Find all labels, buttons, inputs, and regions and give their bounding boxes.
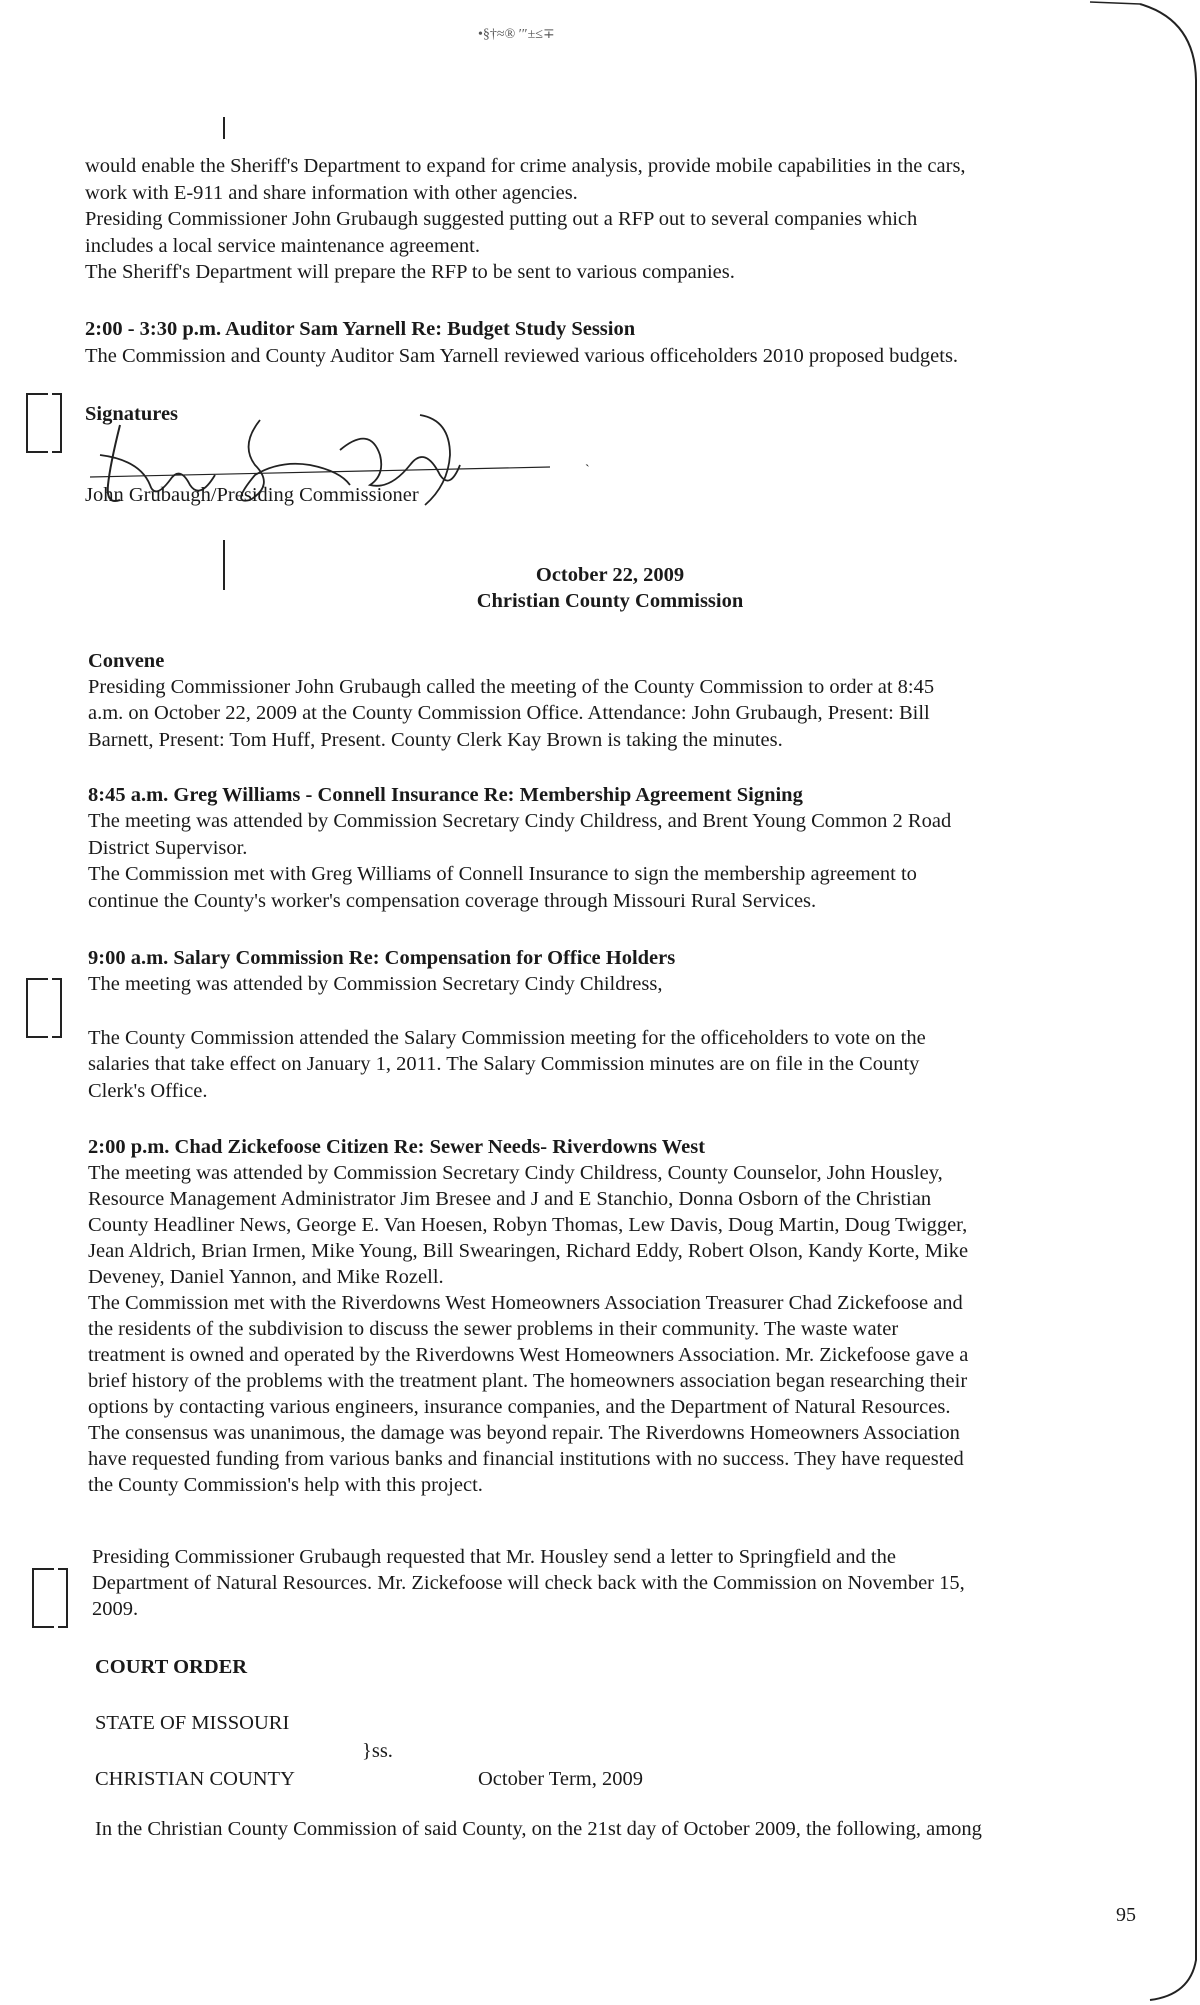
chad-heading: 2:00 p.m. Chad Zickefoose Citizen Re: Sewer Needs- Riverdowns West (88, 1136, 706, 1158)
intro-line: work with E-911 and share information with other agencies. (85, 182, 578, 204)
greg-line: District Supervisor. (88, 837, 248, 859)
salary-line: salaries that take effect on January 1, 2011. The Salary Commission minutes are on file in the County (88, 1053, 920, 1075)
intro-line: would enable the Sheriff's Department to expand for crime analysis, provide mobile capabilities in the cars, (85, 155, 966, 177)
greg-line: The meeting was attended by Commission Secretary Cindy Childress, and Brent Young Common 2 Road (88, 810, 952, 832)
court-order-state: STATE OF MISSOURI (95, 1712, 290, 1734)
greg-line: The Commission met with Greg Williams of Connell Insurance to sign the membership agreement to (88, 863, 917, 885)
convene-line: Presiding Commissioner John Grubaugh called the meeting of the County Commission to order at 8:45 (88, 676, 935, 698)
signature-mark: ` (585, 463, 590, 478)
signatures-heading: Signatures (85, 403, 179, 425)
chad-line: Resource Management Administrator Jim Bresee and J and E Stanchio, Donna Osborn of the Christian (88, 1188, 932, 1210)
convene-line: Barnett, Present: Tom Huff, Present. County Clerk Kay Brown is taking the minutes. (88, 729, 783, 751)
signature-line: John Grubaugh/Presiding Commissioner (85, 484, 419, 506)
chad-line: The Commission met with the Riverdowns West Homeowners Association Treasurer Chad Zickefoose and (88, 1292, 963, 1314)
chad-line: The meeting was attended by Commission Secretary Cindy Childress, County Counselor, John Housley, (88, 1162, 943, 1184)
margin-tick (223, 117, 225, 139)
court-order-last-line: In the Christian County Commission of said County, on the 21st day of October 2009, the following, among (95, 1818, 982, 1840)
margin-bracket (26, 393, 48, 453)
chad-line: have requested funding from various banks and financial institutions with no success. They have requested (88, 1448, 964, 1470)
greg-heading: 8:45 a.m. Greg Williams - Connell Insurance Re: Membership Agreement Signing (88, 784, 803, 806)
chad-followup-line: Department of Natural Resources. Mr. Zickefoose will check back with the Commission on November 15, (92, 1572, 965, 1594)
salary-line: Clerk's Office. (88, 1080, 208, 1102)
auditor-text: The Commission and County Auditor Sam Yarnell reviewed various officeholders 2010 proposed budgets. (85, 345, 959, 367)
salary-line: The meeting was attended by Commission Secretary Cindy Childress, (88, 973, 663, 995)
intro-line: Presiding Commissioner John Grubaugh suggested putting out a RFP out to several companies which (85, 208, 918, 230)
header-scribble: •§†≈® ′″±≤∓ (478, 27, 555, 42)
margin-tick (223, 540, 225, 590)
intro-line: includes a local service maintenance agreement. (85, 235, 480, 257)
court-order-county: CHRISTIAN COUNTY (95, 1768, 295, 1790)
chad-line: options by contacting various engineers, insurance companies, and the Department of Natural Resources. (88, 1396, 951, 1418)
greg-line: continue the County's worker's compensation coverage through Missouri Rural Services. (88, 890, 817, 912)
section-heading-auditor: 2:00 - 3:30 p.m. Auditor Sam Yarnell Re: Budget Study Session (85, 318, 636, 340)
page-number: 95 (1116, 1904, 1136, 1926)
chad-line: Jean Aldrich, Brian Irmen, Mike Young, Bill Swearingen, Richard Eddy, Robert Olson, Kandy Korte, Mike (88, 1240, 969, 1262)
chad-line: Deveney, Daniel Yannon, and Mike Rozell. (88, 1266, 444, 1288)
commission-heading: Christian County Commission (476, 590, 744, 612)
chad-line: brief history of the problems with the treatment plant. The homeowners association began researching their (88, 1370, 968, 1392)
chad-followup-line: 2009. (92, 1598, 139, 1620)
salary-line: The County Commission attended the Salary Commission meeting for the officeholders to vote on the (88, 1027, 926, 1049)
chad-line: the residents of the subdivision to discuss the sewer problems in their community. The waste water (88, 1318, 899, 1340)
convene-heading: Convene (88, 650, 165, 672)
chad-line: County Headliner News, George E. Van Hoesen, Robyn Thomas, Lew Davis, Doug Martin, Doug Twigger, (88, 1214, 968, 1236)
chad-line: the County Commission's help with this project. (88, 1474, 483, 1496)
salary-heading: 9:00 a.m. Salary Commission Re: Compensation for Office Holders (88, 947, 676, 969)
court-order-heading: COURT ORDER (95, 1656, 248, 1678)
court-order-term: October Term, 2009 (478, 1768, 643, 1790)
court-order-ss: }ss. (362, 1740, 393, 1762)
chad-followup-line: Presiding Commissioner Grubaugh requested that Mr. Housley send a letter to Springfield and the (92, 1546, 896, 1568)
chad-line: The consensus was unanimous, the damage was beyond repair. The Riverdowns Homeowners Association (88, 1422, 960, 1444)
margin-bracket (32, 1568, 54, 1628)
chad-line: treatment is owned and operated by the Riverdowns West Homeowners Association. Mr. Zickefoose gave a (88, 1344, 969, 1366)
margin-bracket (26, 978, 48, 1038)
convene-line: a.m. on October 22, 2009 at the County Commission Office. Attendance: John Grubaugh, Present: Bill (88, 702, 930, 724)
date-heading: October 22, 2009 (535, 564, 685, 586)
intro-line: The Sheriff's Department will prepare the RFP to be sent to various companies. (85, 261, 735, 283)
